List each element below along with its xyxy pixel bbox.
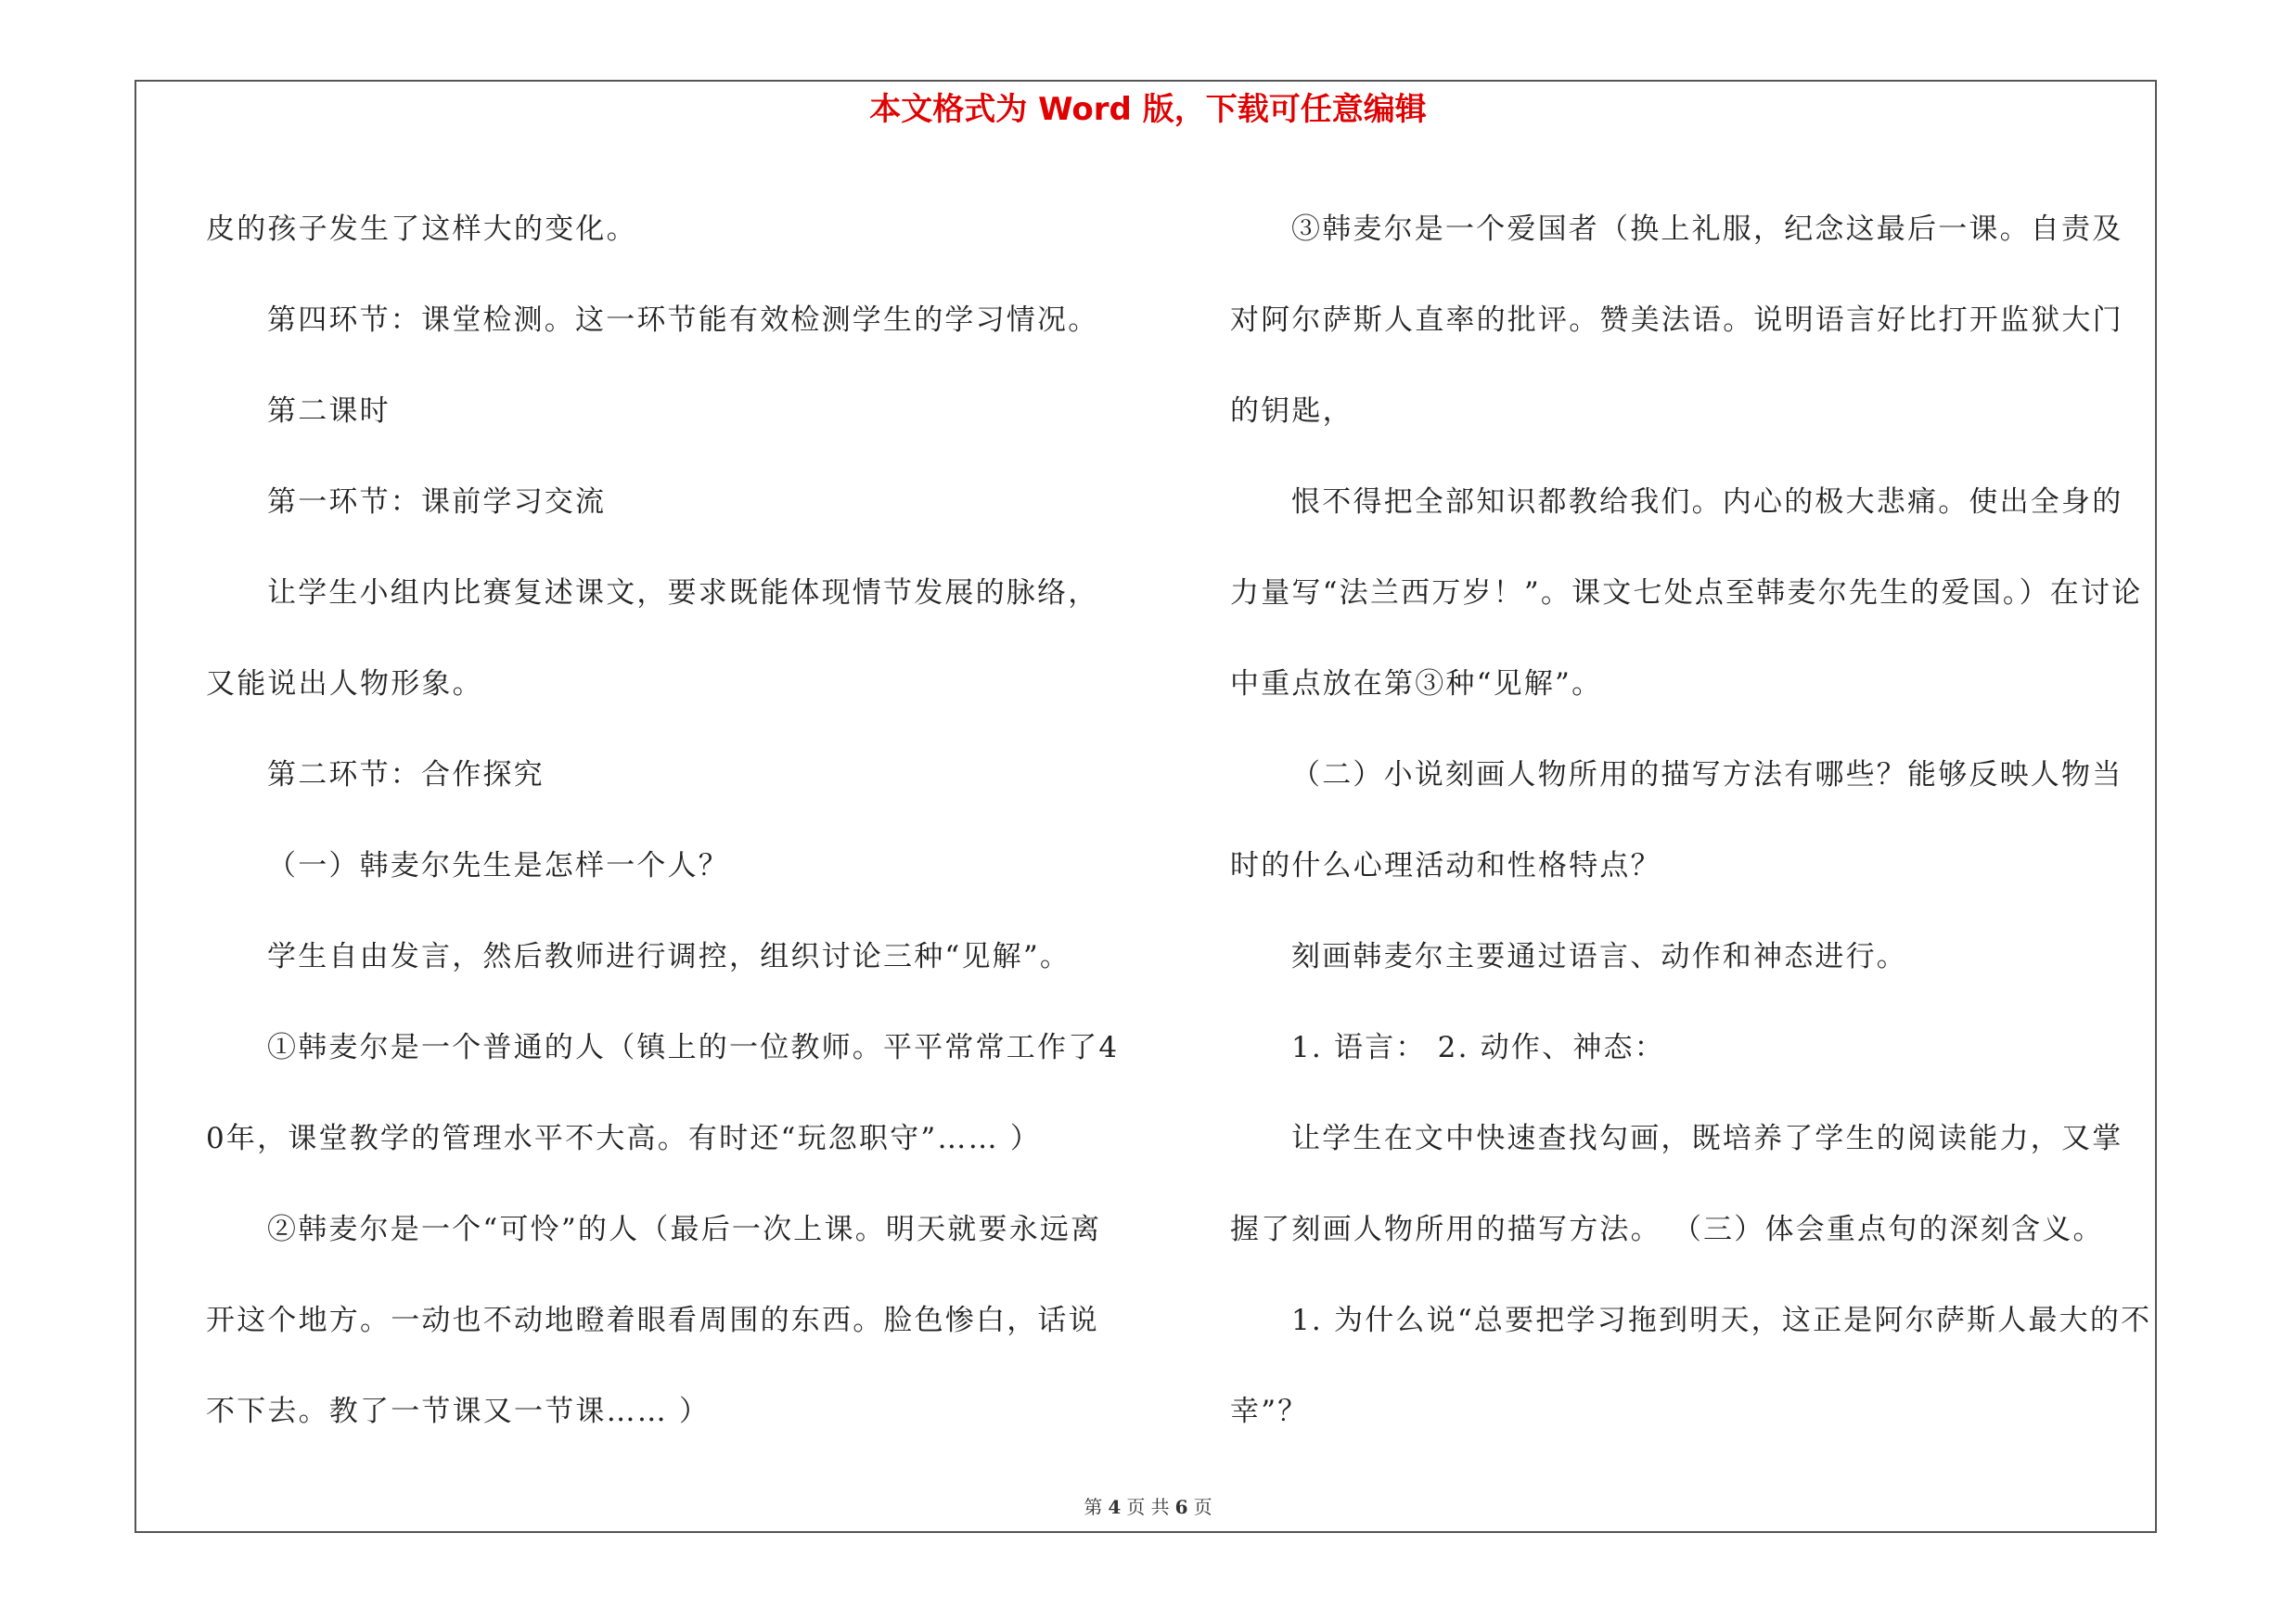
right-column [1230,184,2153,1457]
header-banner: 本文格式为 Word 版，下载可任意编辑 [869,91,1427,128]
footer-prefix: 第 [1084,1496,1103,1518]
paragraph: 第四环节：课堂检测。这一环节能有效检测学生的学习情况。 [267,303,1099,337]
page-footer [0,1496,2296,1518]
paragraph: （一）韩麦尔先生是怎样一个人？ [267,849,729,882]
paragraph: 让学生在文中快速查找勾画，既培养了学生的阅读能力，又掌握了刻画人物所用的描写方法。 （三）体会重点句的深刻含义。 [1230,1122,2123,1246]
paragraph: 1. 为什么说“总要把学习拖到明天，这正是阿尔萨斯人最大的不幸”？ [1230,1304,2152,1428]
paragraph: 第二课时 [267,394,391,428]
paragraph: 第一环节：课前学习交流 [267,485,607,519]
paragraph: 刻画韩麦尔主要通过语言、动作和神态进行。 [1291,940,1907,973]
paragraph: 恨不得把全部知识都教给我们。内心的极大悲痛。使出全身的力量写“法兰西万岁！”。课文七处点至韩麦尔先生的爱国。）在讨论中重点放在第③种“见解”。 [1230,485,2143,701]
footer-suffix: 页 [1193,1496,1212,1518]
paragraph: ②韩麦尔是一个“可怜”的人（最后一次上课。明天就要永远离开这个地方。一动也不动地瞪着眼看周围的东西。脸色惨白，话说不下去。教了一节课又一节课…… ） [206,1213,1102,1428]
footer-middle: 页 共 [1126,1496,1170,1518]
paragraph: ①韩麦尔是一个普通的人（镇上的一位教师。平平常常工作了40年，课堂教学的管理水平不大高。有时还“玩忽职守”…… ） [206,1031,1120,1155]
footer-total-pages: 6 [1174,1496,1188,1518]
paragraph: 皮的孩子发生了这样大的变化。 [206,213,637,246]
paragraph: 第二环节：合作探究 [267,758,545,792]
footer-current-page: 4 [1108,1496,1122,1518]
paragraph: （二）小说刻画人物所用的描写方法有哪些？能够反映人物当时的什么心理活动和性格特点？ [1230,758,2123,882]
paragraph: 1. 语言： 2. 动作、神态： [1291,1031,1665,1064]
left-column [206,184,1129,1457]
paragraph: 让学生小组内比赛复述课文，要求既能体现情节发展的脉络，又能说出人物形象。 [206,576,1099,701]
paragraph: 学生自由发言，然后教师进行调控，组织讨论三种“见解”。 [267,940,1071,973]
paragraph: ③韩麦尔是一个爱国者（换上礼服，纪念这最后一课。自责及对阿尔萨斯人直率的批评。赞美法语。说明语言好比打开监狱大门的钥匙， [1230,213,2123,428]
